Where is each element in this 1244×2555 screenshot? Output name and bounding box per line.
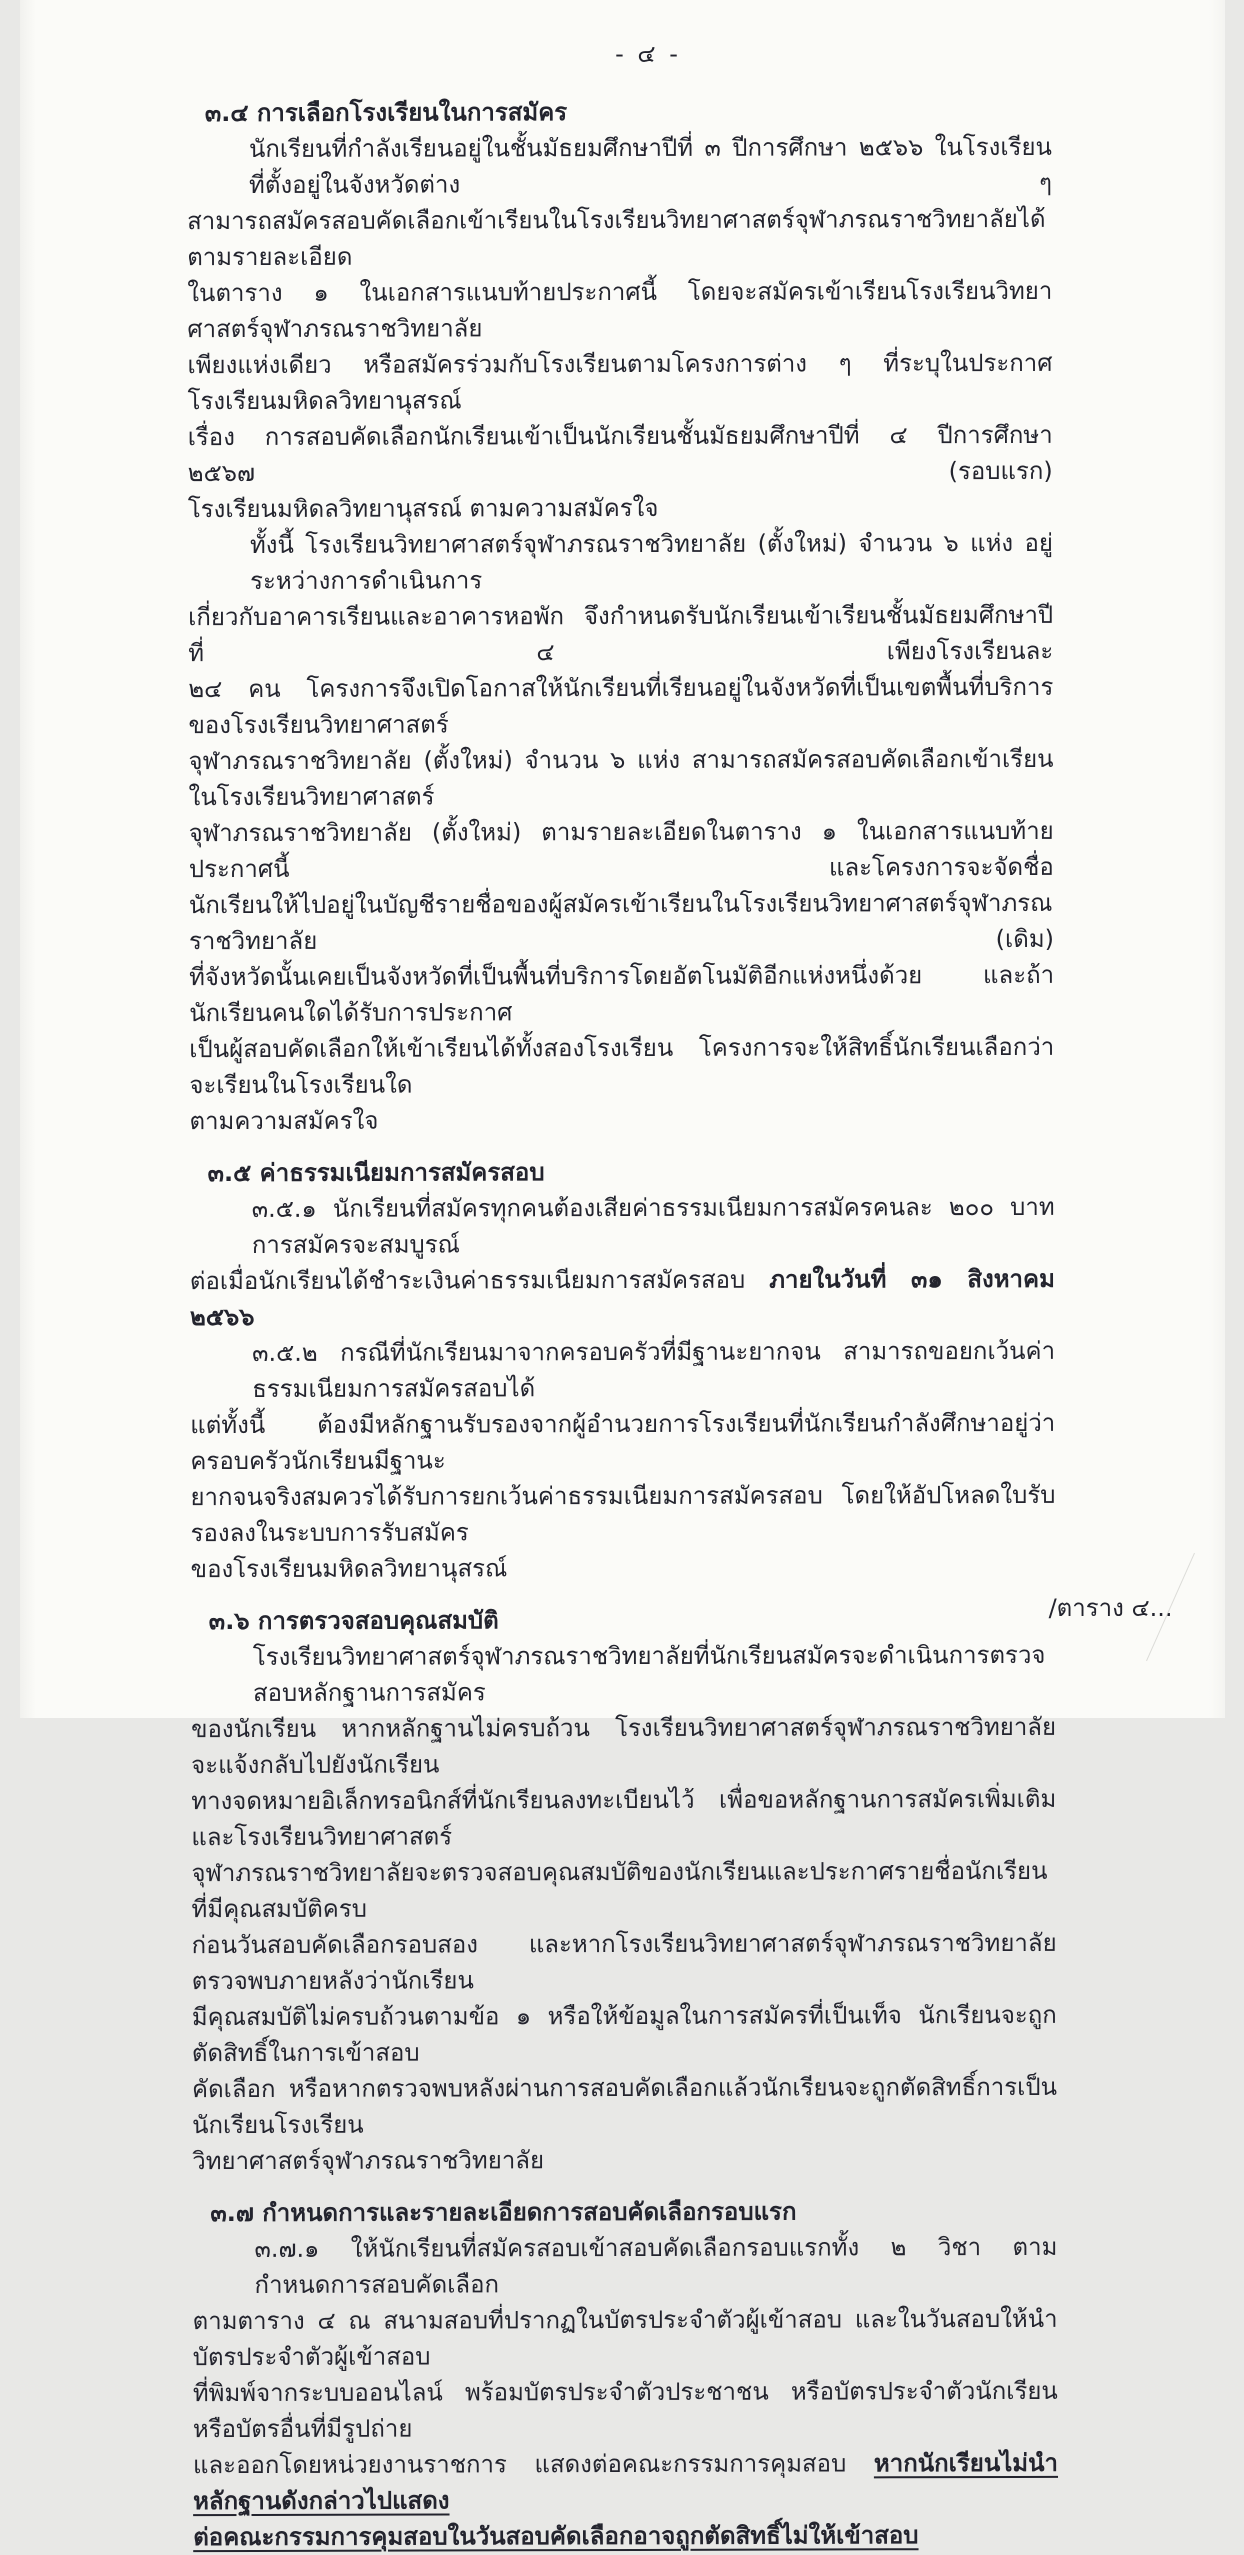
body-text: ๓.๕.๑ นักเรียนที่สมัครทุกคนต้องเสียค่าธรรมเนียมการสมัครคนละ ๒๐๐ บาท การสมัครจะสมบูรณ์ — [251, 1193, 1054, 1259]
text-line — [192, 2229, 1057, 2303]
text-line — [191, 1781, 1056, 1855]
scanned-document-page — [20, 0, 1225, 1718]
paragraph — [187, 525, 1054, 1139]
text-line — [193, 2517, 1058, 2555]
text-line — [189, 1189, 1054, 1263]
document-body — [186, 93, 1057, 2555]
body-text: ยากจนจริงสมควรได้รับการยกเว้นค่าธรรมเนียมการสมัครสอบ โดยให้อัปโหลดใบรับรองลงในระบบการรับสมัคร — [190, 1481, 1055, 1547]
paragraph — [186, 129, 1052, 527]
paragraph — [192, 2229, 1058, 2555]
section-heading-3-6: ๓.๖ การตรวจสอบคุณสมบัติ — [190, 1601, 1055, 1639]
text-line — [188, 741, 1053, 815]
body-text: เพียงแห่งเดียว หรือสมัครร่วมกับโรงเรียนตามโครงการต่าง ๆ ที่ระบุในประกาศโรงเรียนมหิดลวิทยานุสรณ์ — [187, 349, 1052, 415]
body-text: ที่พิมพ์จากระบบออนไลน์ พร้อมบัตรประจำตัวประชาชน หรือบัตรประจำตัวนักเรียน หรือบัตรอื่นที่มีรูปถ่าย — [192, 2377, 1057, 2443]
text-line — [190, 1477, 1055, 1551]
body-text: ของนักเรียน หากหลักฐานไม่ครบถ้วน โรงเรียนวิทยาศาสตร์จุฬาภรณราชวิทยาลัย จะแจ้งกลับไปยังนักเรียน — [191, 1713, 1056, 1779]
body-text: วิทยาศาสตร์จุฬาภรณราชวิทยาลัย — [192, 2146, 544, 2175]
body-text: ๒๔ คน โครงการจึงเปิดโอกาสให้นักเรียนที่เรียนอยู่ในจังหวัดที่เป็นเขตพื้นที่บริการของโรงเรียนวิทยาศาสตร์ — [188, 673, 1053, 739]
body-text: ตามตาราง ๔ ณ สนามสอบที่ปรากฏในบัตรประจำตัวผู้เข้าสอบ และในวันสอบให้นำบัตรประจำตัวผู้เข้าสอบ — [192, 2305, 1057, 2371]
body-text: ที่จังหวัดนั้นเคยเป็นจังหวัดที่เป็นพื้นที่บริการโดยอัตโนมัติอีกแห่งหนึ่งด้วย และถ้านักเรียนคนใดได้รับการประกาศ — [189, 961, 1054, 1027]
page-number: - ๔ - — [46, 34, 1244, 73]
body-text: แต่ทั้งนี้ ต้องมีหลักฐานรับรองจากผู้อำนวยการโรงเรียนที่นักเรียนกำลังศึกษาอยู่ว่าครอบครัวนักเรียนมีฐานะ — [190, 1409, 1055, 1475]
body-text: ของโรงเรียนมหิดลวิทยานุสรณ์ — [190, 1554, 507, 1583]
paragraph — [190, 1333, 1056, 1587]
text-line — [191, 1925, 1056, 1999]
text-line — [187, 417, 1052, 491]
emphasized-text: ต่อคณะกรรมการคุมสอบในวันสอบคัดเลือกอาจถูกตัดสิทธิ์ไม่ให้เข้าสอบ — [193, 2521, 918, 2551]
emphasized-text: หากนักเรียนไม่นำหลักฐานดังกล่าวไปแสดง — [193, 2449, 1058, 2515]
body-text: เป็นผู้สอบคัดเลือกให้เข้าเรียนได้ทั้งสองโรงเรียน โครงการจะให้สิทธิ์นักเรียนเลือกว่าจะเรียนในโรงเรียนใด — [189, 1033, 1054, 1099]
body-text: จุฬาภรณราชวิทยาลัยจะตรวจสอบคุณสมบัติของนักเรียนและประกาศรายชื่อนักเรียนที่มีคุณสมบัติครบ — [191, 1857, 1047, 1923]
paragraph — [189, 1189, 1054, 1335]
section-heading-3-5: ๓.๕ ค่าธรรมเนียมการสมัครสอบ — [189, 1153, 1054, 1191]
text-line — [188, 669, 1053, 743]
text-line — [190, 1405, 1055, 1479]
body-text: มีคุณสมบัติไม่ครบถ้วนตามข้อ ๑ หรือให้ข้อมูลในการสมัครที่เป็นเท็จ นักเรียนจะถูกตัดสิทธิ์ในการเข้าสอบ — [191, 2001, 1056, 2067]
body-text: ๓.๕.๒ กรณีที่นักเรียนมาจากครอบครัวที่มีฐานะยากจน สามารถขอยกเว้นค่าธรรมเนียมการสมัครสอบได้ — [252, 1337, 1055, 1403]
body-text: จุฬาภรณราชวิทยาลัย (ตั้งใหม่) ตามรายละเอียดในตาราง ๑ ในเอกสารแนบท้ายประกาศนี้ และโครงการจะจัดชื่อ — [188, 817, 1053, 883]
text-line — [191, 1709, 1056, 1783]
body-text: ในตาราง ๑ ในเอกสารแนบท้ายประกาศนี้ โดยจะสมัครเข้าเรียนโรงเรียนวิทยาศาสตร์จุฬาภรณราชวิทยาลัย — [187, 277, 1052, 343]
body-text: โรงเรียนมหิดลวิทยานุสรณ์ ตามความสมัครใจ — [187, 494, 658, 523]
text-line — [186, 129, 1051, 203]
text-line — [188, 885, 1053, 959]
text-line — [189, 1029, 1054, 1103]
body-text: จุฬาภรณราชวิทยาลัย (ตั้งใหม่) จำนวน ๖ แห่ง สามารถสมัครสอบคัดเลือกเข้าเรียนในโรงเรียนวิทยาศาสตร์ — [188, 745, 1053, 811]
body-text: นักเรียนให้ไปอยู่ในบัญชีรายชื่อของผู้สมัครเข้าเรียนในโรงเรียนวิทยาศาสตร์จุฬาภรณราชวิทยาลัย (เดิม) — [188, 889, 1053, 955]
body-text: เรื่อง การสอบคัดเลือกนักเรียนเข้าเป็นนักเรียนชั้นมัธยมศึกษาปีที่ ๔ ปีการศึกษา ๒๕๖๗ (รอบแรก) — [187, 421, 1052, 487]
text-line — [192, 2301, 1057, 2375]
body-text: ต่อเมื่อนักเรียนได้ชำระเงินค่าธรรมเนียมการสมัครสอบ — [189, 1266, 768, 1296]
text-line — [191, 1997, 1056, 2071]
body-text: เกี่ยวกับอาคารเรียนและอาคารหอพัก จึงกำหนดรับนักเรียนเข้าเรียนชั้นมัธยมศึกษาปีที่ ๔ เพียงโรงเรียนละ — [188, 601, 1053, 667]
emphasized-text: ภายในวันที่ ๓๑ สิงหาคม ๒๕๖๖ — [189, 1265, 1054, 1331]
body-text: ทั้งนี้ โรงเรียนวิทยาศาสตร์จุฬาภรณราชวิทยาลัย (ตั้งใหม่) จำนวน ๖ แห่ง อยู่ระหว่างการดำเนินการ — [249, 529, 1052, 595]
text-line — [190, 1637, 1055, 1711]
body-text: นักเรียนที่กำลังเรียนอยู่ในชั้นมัธยมศึกษาปีที่ ๓ ปีการศึกษา ๒๕๖๖ ในโรงเรียนที่ตั้งอยู่ในจังหวัดต่าง ๆ — [248, 133, 1051, 199]
text-line — [187, 273, 1052, 347]
body-text: และออกโดยหน่วยงานราชการ แสดงต่อคณะกรรมการคุมสอบ — [192, 2449, 873, 2479]
text-line — [187, 345, 1052, 419]
text-line — [190, 1549, 1055, 1587]
text-line — [188, 597, 1053, 671]
text-line — [191, 1853, 1056, 1927]
section-heading-3-7: ๓.๗ กำหนดการและรายละเอียดการสอบคัดเลือกรอบแรก — [192, 2193, 1057, 2231]
text-line — [187, 201, 1052, 275]
continuation-note: /ตาราง ๔... — [1049, 1588, 1173, 1627]
text-line — [189, 1101, 1054, 1139]
text-line — [187, 525, 1052, 599]
text-line — [192, 2445, 1057, 2519]
section-heading-3-4: ๓.๔ การเลือกโรงเรียนในการสมัคร — [186, 93, 1051, 131]
body-text: ๓.๗.๑ ให้นักเรียนที่สมัครสอบเข้าสอบคัดเลือกรอบแรกทั้ง ๒ วิชา ตามกำหนดการสอบคัดเลือก — [254, 2233, 1057, 2299]
text-line — [189, 957, 1054, 1031]
body-text: ก่อนวันสอบคัดเลือกรอบสอง และหากโรงเรียนวิทยาศาสตร์จุฬาภรณราชวิทยาลัย ตรวจพบภายหลังว่านักเรียน — [191, 1929, 1056, 1995]
paragraph — [190, 1637, 1056, 2179]
body-text: ทางจดหมายอิเล็กทรอนิกส์ที่นักเรียนลงทะเบียนไว้ เพื่อขอหลักฐานการสมัครเพิ่มเติม และโรงเรียนวิทยาศาสตร์ — [191, 1785, 1056, 1851]
text-line — [191, 2069, 1056, 2143]
body-text: ตามความสมัครใจ — [189, 1107, 378, 1135]
body-text: โรงเรียนวิทยาศาสตร์จุฬาภรณราชวิทยาลัยที่นักเรียนสมัครจะดำเนินการตรวจสอบหลักฐานการสมัคร — [252, 1641, 1045, 1707]
text-line — [192, 2141, 1057, 2179]
text-line — [187, 489, 1052, 527]
text-line — [190, 1333, 1055, 1407]
text-line — [189, 1261, 1054, 1335]
text-line — [192, 2373, 1057, 2447]
text-line — [188, 813, 1053, 887]
body-text: สามารถสมัครสอบคัดเลือกเข้าเรียนในโรงเรียนวิทยาศาสตร์จุฬาภรณราชวิทยาลัยได้ ตามรายละเอียด — [187, 205, 1045, 271]
body-text: คัดเลือก หรือหากตรวจพบหลังผ่านการสอบคัดเลือกแล้วนักเรียนจะถูกตัดสิทธิ์การเป็นนักเรียนโรงเรียน — [191, 2073, 1056, 2139]
